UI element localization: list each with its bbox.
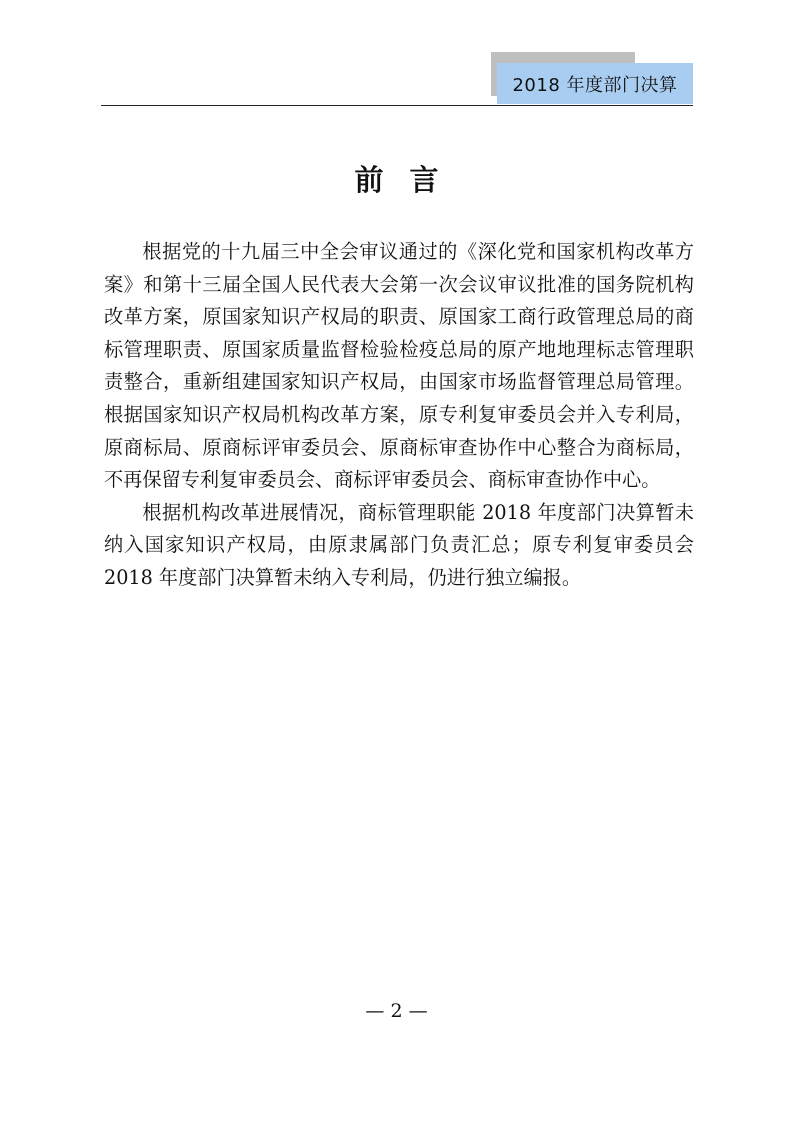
page-title: 前言: [354, 163, 465, 197]
header-tag: 2018 年度部门决算: [497, 63, 693, 104]
paragraph-2: 根据机构改革进展情况，商标管理职能 2018 年度部门决算暂未纳入国家知识产权局，由原隶属部门负责汇总；原专利复审委员会 2018 年度部门决算暂未纳入专利局，仍进行独立编报。: [104, 500, 694, 589]
page-number: — 2 —: [365, 1000, 428, 1022]
document-body: [104, 236, 694, 595]
header-rule: [101, 105, 693, 106]
paragraph-1: 根据党的十九届三中全会审议通过的《深化党和国家机构改革方案》和第十三届全国人民代表大会第一次会议审议批准的国务院机构改革方案，原国家知识产权局的职责、原国家工商行政管理总局的商标管理职责、原国家质量监督检验检疫总局的原产地地理标志管理职责整合，重新组建国家知识产权局，由国家市场监督管理总局管理。根据国家知识产权局机构改革方案，原专利复审委员会并入专利局，原商标局、原商标评审委员会、原商标审查协作中心整合为商标局，不再保留专利复审委员会、商标评审委员会、商标审查协作中心。: [104, 240, 694, 492]
